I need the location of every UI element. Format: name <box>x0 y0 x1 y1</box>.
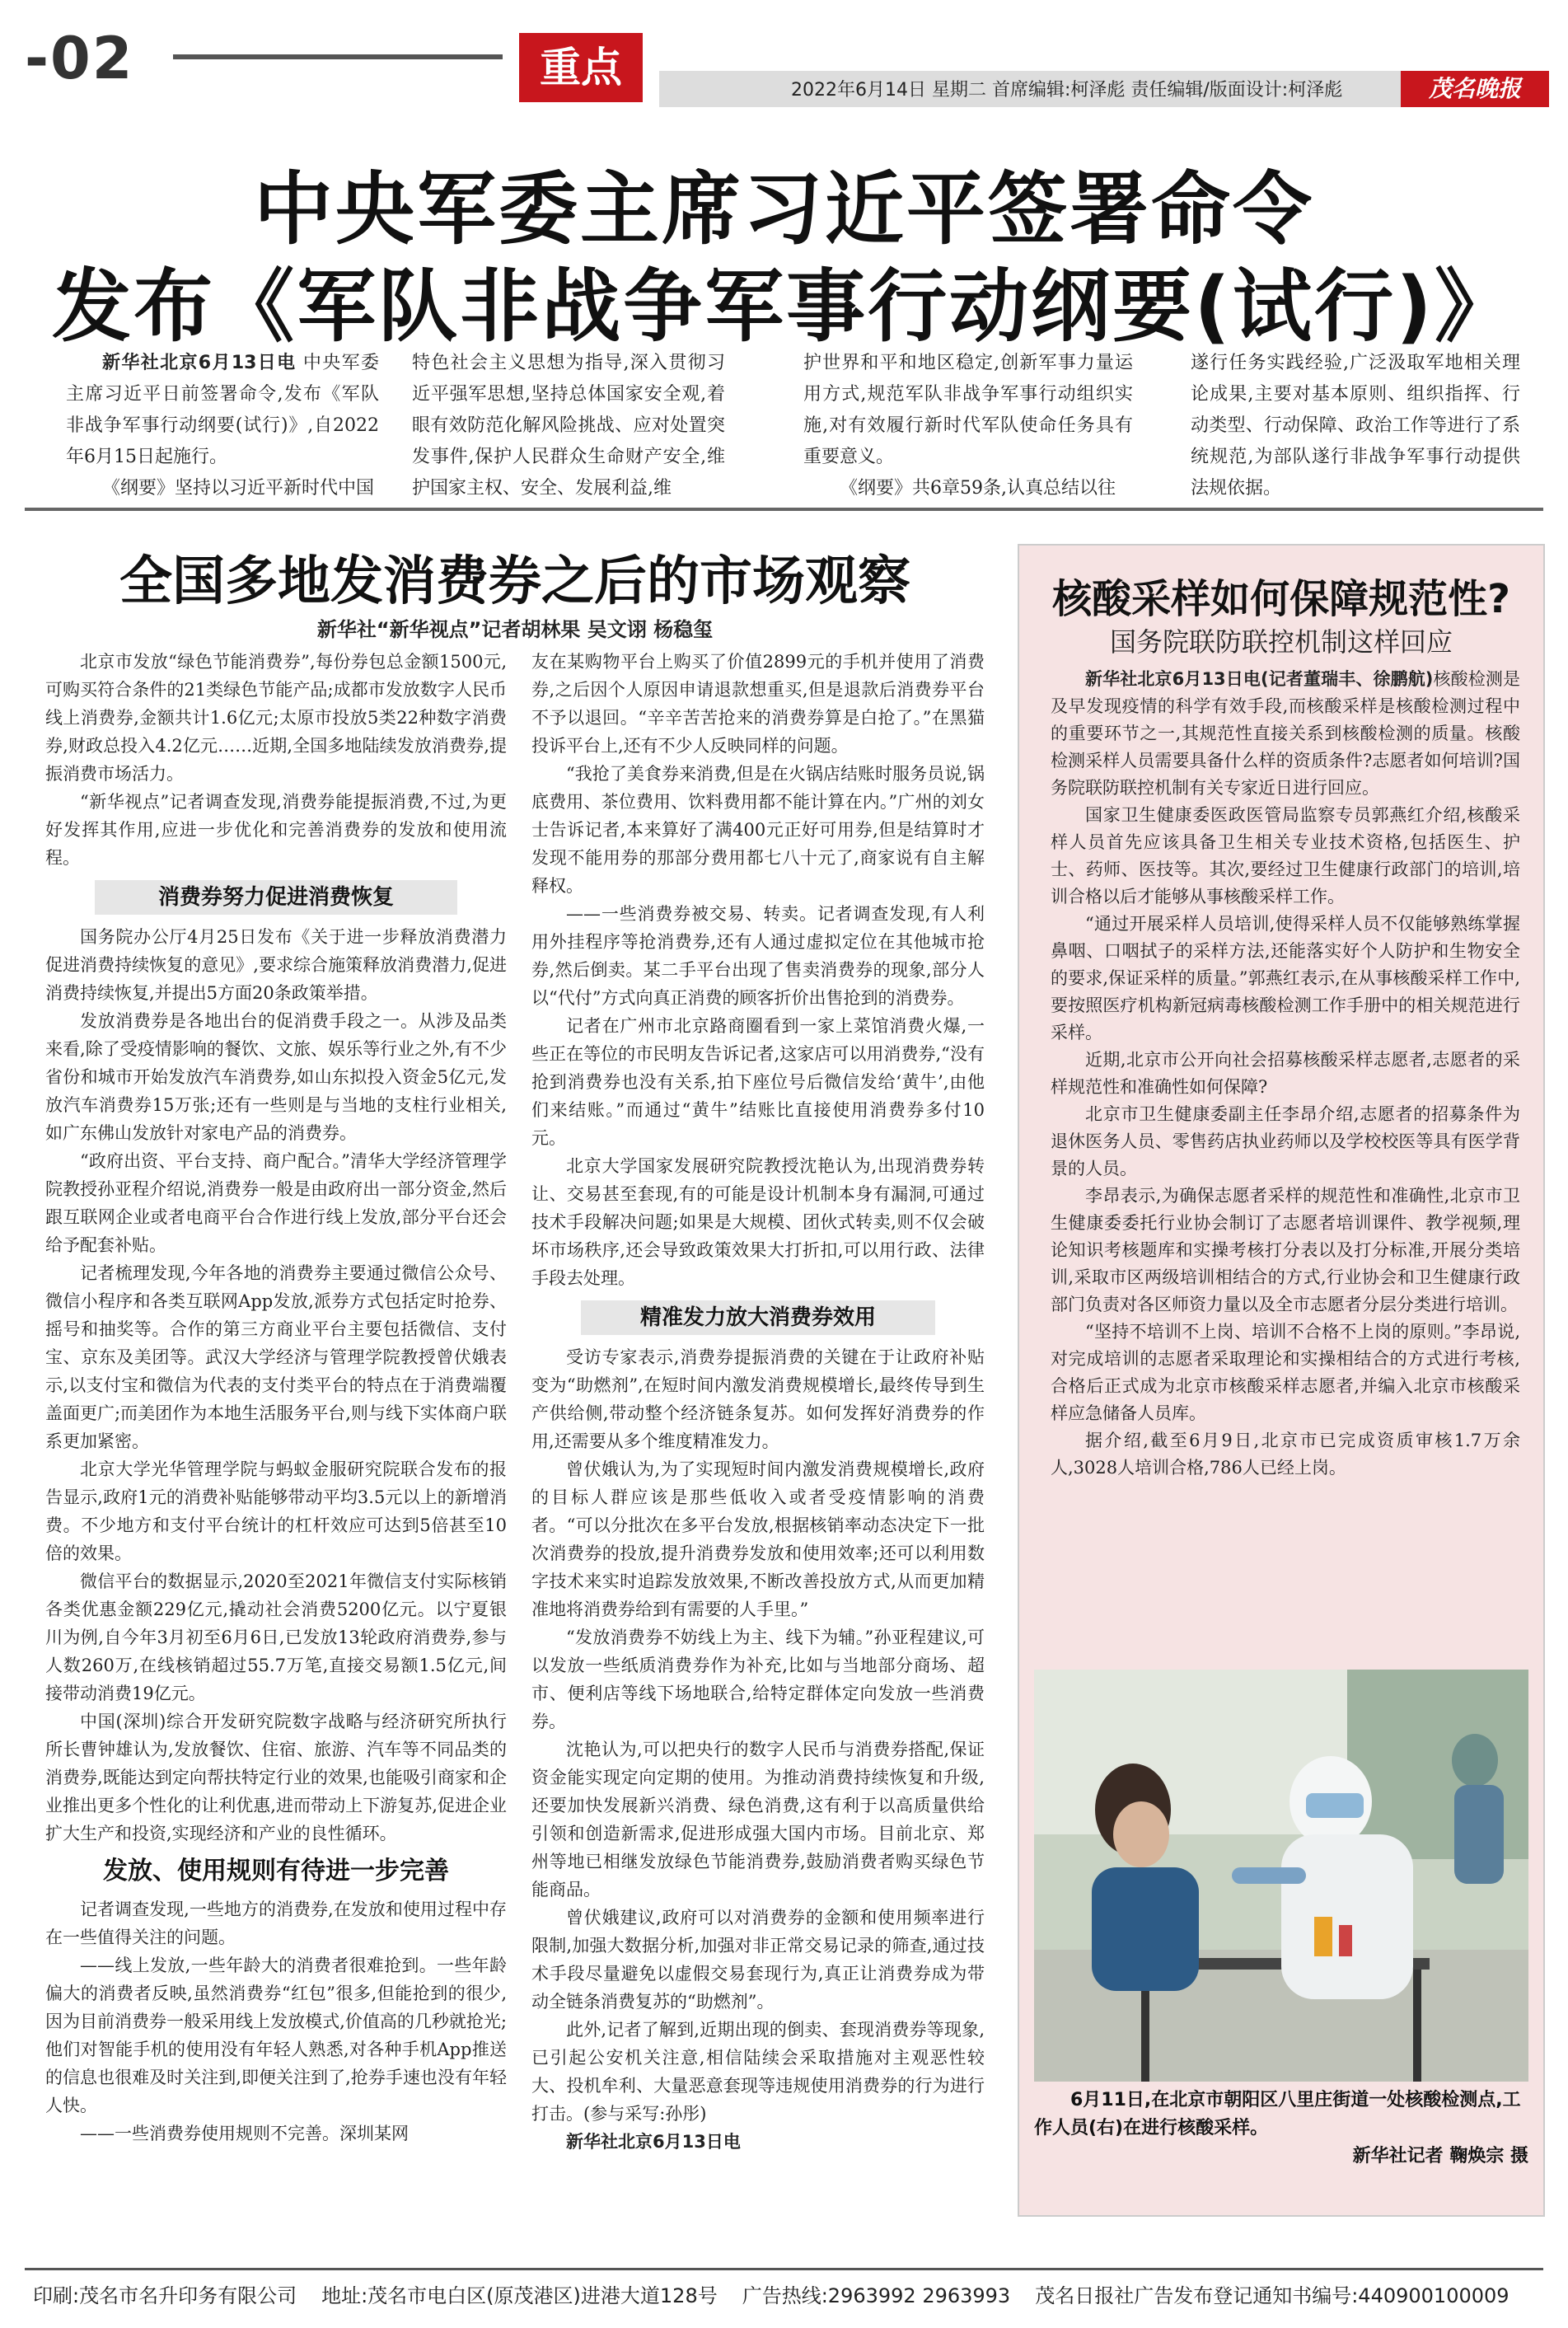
sidebar-para-0: 核酸检测是及早发现疫情的科学有效手段,而核酸采样是核酸检测过程中的重要环节之一,其规范性直接关系到核酸检测的质量。核酸检测采样人员需要具备什么样的资质条件?志愿者如何培训?国务院联防联控机制有关专家近日进行回应。 <box>1051 669 1520 798</box>
main-article-col2 <box>507 648 985 2156</box>
top-article-col3a: 护世界和平和地区稳定,创新军事力量运用方式,规范军队非战争军事行动组织实施,对有效履行新时代军队使命任务具有重要意义。 <box>803 353 1133 467</box>
paragraph: 沈艳认为,可以把央行的数字人民币与消费券搭配,保证资金能实现定向定期的使用。为推动消费持续恢复和升级,还要加快发展新兴消费、绿色消费,这有利于以高质量供给引领和创造新需求,促进形成强大国内市场。目前北京、郑州等地已相继发放绿色节能消费券,鼓励消费者购买绿色节能商品。 <box>531 1740 985 1899</box>
paragraph: 国务院办公厅4月25日发布《关于进一步释放消费潜力促进消费持续恢复的意见》,要求综合施策释放消费潜力,促进消费持续恢复,并提出5方面20条政策举措。 <box>45 927 507 1003</box>
footer-license: 茂名日报社广告发布登记通知书编号:440900100009 <box>1035 2284 1509 2307</box>
header-info: 2022年6月14日 星期二 首席编辑:柯泽彪 责任编辑/版面设计:柯泽彪 <box>791 80 1343 101</box>
paragraph: 此外,记者了解到,近期出现的倒卖、套现消费券等现象,已引起公安机关注意,相信陆续会采取措施对主观恶性较大、投机牟利、大量恶意套现等违规使用消费券的行为进行打击。(参与采写:孙彤) <box>531 2020 985 2124</box>
sidebar-paras <box>1051 802 1520 1482</box>
main-col1c-paras <box>45 1895 507 2148</box>
main-subhead-3: 精准发力放大消费券效用 <box>581 1300 935 1335</box>
top-article-col3 <box>803 348 1133 504</box>
footer-printer: 印刷:茂名市名升印务有限公司 <box>33 2284 297 2307</box>
paragraph: 曾伏娥认为,为了实现短时间内激发消费规模增长,政府的目标人群应该是那些低收入或者受疫情影响的消费者。“可以分批次在多平台发放,根据核销率动态决定下一批次消费券的投放,提升消费券发放和使用效率;还可以利用数字技术来实时追踪发放效果,不断改善投放方式,从而更加精准地将消费券给到有需要的人手里。” <box>531 1459 985 1619</box>
masthead-logo: 茂名晚报 <box>1401 71 1549 107</box>
photo-illustration <box>1034 1670 1528 2082</box>
paragraph: 受访专家表示,消费券提振消费的关键在于让政府补贴变为“助燃剂”,在短时间内激发消费规模增长,最终传导到生产供给侧,带动整个经济链条复苏。如何发挥好消费券的作用,还需要从多个维度精准发力。 <box>531 1347 985 1451</box>
top-headline-line1: 中央军委主席习近平签署命令 <box>254 163 1314 255</box>
top-article-col2-text: 特色社会主义思想为指导,深入贯彻习近平强军思想,坚持总体国家安全观,着眼有效防范化解风险挑战、应对处置突发事件,保护人民群众生命财产安全,维护国家主权、安全、发展利益,维 <box>412 353 725 499</box>
top-article-col1b: 《纲要》坚持以习近平新时代中国 <box>102 478 375 499</box>
footer-address: 地址:茂名市电白区(原茂港区)进港大道128号 <box>321 2284 718 2307</box>
paragraph: 记者在广州市北京路商圈看到一家上菜馆消费火爆,一些正在等位的市民明友告诉记者,这家店可以用消费券,“没有抢到消费券也没有关系,拍下座位号后微信发给‘黄牛’,由他们来结账。”而通过“黄牛”结账比直接使用消费券多付10元。 <box>531 1016 985 1148</box>
header-rule <box>173 54 503 59</box>
paragraph: 国家卫生健康委医政医管局监察专员郭燕红介绍,核酸采样人员首先应该具备卫生相关专业技术资格,包括医生、护士、药师、医技等。其次,要经过卫生健康行政部门的培训,培训合格以后才能够从事核酸采样工作。 <box>1051 805 1520 906</box>
paragraph: 友在某购物平台上购买了价值2899元的手机并使用了消费券,之后因个人原因申请退款想重买,但是退款后消费券平台不予以退回。“辛辛苦苦抢来的消费券算是白抢了。”在黑猫投诉平台上,还有不少人反映同样的问题。 <box>531 652 985 756</box>
top-article-col4 <box>1191 348 1520 504</box>
top-headline-line2: 发布《军队非战争军事行动纲要(试行)》 <box>52 260 1516 353</box>
paragraph: 北京市发放“绿色节能消费券”,每份券包总金额1500元,可购买符合条件的21类绿色节能产品;成都市发放数字人民币线上消费券,金额共计1.6亿元;太原市投放5类22种数字消费券,财政总投入4.2亿元……近期,全国多地陆续发放消费券,提振消费市场活力。 <box>45 652 507 784</box>
paragraph: 北京大学光华管理学院与蚂蚁金服研究院联合发布的报告显示,政府1元的消费补贴能够带动平均3.5元以上的新增消费。不少地方和支付平台统计的杠杆效应可达到5倍甚至10倍的效果。 <box>45 1459 507 1563</box>
paragraph: 李昂表示,为确保志愿者采样的规范性和准确性,北京市卫生健康委委托行业协会制订了志愿者培训课件、教学视频,理论知识考核题库和实操考核打分表以及打分标准,开展分类培训,采取市区两级培训相结合的方式,行业协会和卫生健康行政部门负责对各区师资力量以及全市志愿者分层分类进行培训。 <box>1051 1186 1520 1314</box>
main-article-byline: 新华社“新华视点”记者胡林果 吴文诩 杨稳玺 <box>316 618 714 641</box>
top-article-col3b: 《纲要》共6章59条,认真总结以往 <box>840 478 1116 499</box>
paragraph: 中国(深圳)综合开发研究院数字战略与经济研究所执行所长曹钟雄认为,发放餐饮、住宿、旅游、汽车等不同品类的消费券,既能达到定向帮扶特定行业的效果,也能吸引商家和企业推出更多个性化的让利优惠,进而带动上下游复苏,促进企业扩大生产和投资,实现经济和产业的良性循环。 <box>45 1712 507 1843</box>
main-subhead-1: 消费券努力促进消费恢复 <box>95 880 457 915</box>
page-number: -02 <box>25 25 134 92</box>
main-subhead-2: 发放、使用规则有待进一步完善 <box>103 1857 449 1885</box>
main-col2b-paras <box>531 1343 985 2128</box>
paragraph: ——一些消费券被交易、转卖。记者调查发现,有人利用外挂程序等抢消费券,还有人通过虚拟定位在其他城市抢券,然后倒卖。某二手平台出现了售卖消费券的现象,部分人以“代付”方式向真正消费的顾客折价出售抢到的消费券。 <box>531 904 985 1008</box>
photo-caption-text: 6月11日,在北京市朝阳区八里庄街道一处核酸检测点,工作人员(右)在进行核酸采样。 <box>1034 2090 1521 2138</box>
sidebar-title: 核酸采样如何保障规范性? <box>1052 576 1510 622</box>
top-article-col4-text: 遂行任务实践经验,广泛汲取军地相关理论成果,主要对基本原则、组织指挥、行动类型、行动保障、政治工作等进行了系统规范,为部队遂行非战争军事行动提供法规依据。 <box>1191 353 1520 499</box>
paragraph: 记者梳理发现,今年各地的消费券主要通过微信公众号、微信小程序和各类互联网App发放,派券方式包括定时抢券、摇号和抽奖等。合作的第三方商业平台主要包括微信、支付宝、京东及美团等。武汉大学经济与管理学院教授曾伏娥表示,以支付宝和微信为代表的支付类平台的特点在于消费端覆盖面更广;而美团作为本地生活服务平台,则与线下实体商户联系更加紧密。 <box>45 1263 507 1451</box>
paragraph: 曾伏娥建议,政府可以对消费券的金额和使用频率进行限制,加强大数据分析,加强对非正常交易记录的筛查,通过技术手段尽量避免以虚假交易套现行为,真正让消费券成为带动全链条消费复苏的“助燃剂”。 <box>531 1908 985 2012</box>
paragraph: “新华视点”记者调查发现,消费券能提振消费,不过,为更好发挥其作用,应进一步优化和完善消费券的发放和使用流程。 <box>45 792 507 868</box>
sidebar-lead: 新华社北京6月13日电(记者董瑞丰、徐鹏航) <box>1085 669 1434 689</box>
main-article-col1 <box>45 648 507 2148</box>
paragraph: 记者调查发现,一些地方的消费券,在发放和使用过程中存在一些值得关注的问题。 <box>45 1899 507 1947</box>
main-dateline: 新华社北京6月13日电 <box>566 2132 741 2152</box>
paragraph: 据介绍,截至6月9日,北京市已完成资质审核1.7万余人,3028人培训合格,786人已经上岗。 <box>1051 1431 1520 1478</box>
paragraph: 近期,北京市公开向社会招募核酸采样志愿者,志愿者的采样规范性和准确性如何保障? <box>1051 1050 1520 1097</box>
paragraph: “发放消费券不妨线上为主、线下为辅。”孙亚程建议,可以发放一些纸质消费券作为补充,比如与当地部分商场、超市、便利店等线下场地联合,给特定群体定向发放一些消费券。 <box>531 1628 985 1731</box>
main-col1-paras <box>45 648 507 872</box>
paragraph: “坚持不培训不上岗、培训不合格不上岗的原则。”李昂说,对完成培训的志愿者采取理论和实操相结合的方式进行考核,合格后正式成为北京市核酸采样志愿者,并编入北京市核酸采样应急储备人员库。 <box>1051 1322 1520 1423</box>
footer-rule <box>25 2268 1543 2270</box>
news-photo <box>1034 1670 1528 2082</box>
photo-caption <box>1034 2087 1528 2171</box>
paragraph: “通过开展采样人员培训,使得采样人员不仅能够熟练掌握鼻咽、口咽拭子的采样方法,还能落实好个人防护和生物安全的要求,保证采样的质量。”郭燕红表示,在从事核酸采样工作中,要按照医疗机构新冠病毒核酸检测工作手册中的相关规范进行采样。 <box>1051 914 1520 1042</box>
top-article-col1 <box>66 348 379 504</box>
section-divider <box>25 508 1543 511</box>
sidebar-body <box>1051 666 1520 1482</box>
paragraph: “我抢了美食券来消费,但是在火锅店结账时服务员说,锅底费用、茶位费用、饮料费用都不能计算在内。”广州的刘女士告诉记者,本来算好了满400元正好可用券,但是结算时才发现不能用券的那部分费用都七八十元了,商家说有自主解释权。 <box>531 764 985 896</box>
footer <box>33 2279 1541 2308</box>
top-article-lead: 新华社北京6月13日电 <box>102 353 297 373</box>
main-col2-paras <box>531 648 985 1292</box>
sidebar-subtitle: 国务院联防联控机制这样回应 <box>1109 626 1453 658</box>
main-article-title: 全国多地发消费券之后的市场观察 <box>119 551 910 612</box>
paragraph: 北京大学国家发展研究院教授沈艳认为,出现消费券转让、交易甚至套现,有的可能是设计机制本身有漏洞,可通过技术手段解决问题;如果是大规模、团伙式转卖,则不仅会破坏市场秩序,还会导致政策效果大打折扣,可以用行政、法律手段去处理。 <box>531 1156 985 1288</box>
footer-hotline: 广告热线:2963992 2963993 <box>742 2284 1011 2307</box>
main-col1b-paras <box>45 923 507 1848</box>
top-article-col1-text: 中央军委主席习近平日前签署命令,发布《军队非战争军事行动纲要(试行)》,自2022年6月15日起施行。 <box>66 353 379 467</box>
section-tag: 重点 <box>519 33 643 102</box>
paragraph: ——一些消费券使用规则不完善。深圳某网 <box>80 2124 409 2143</box>
paragraph: “政府出资、平台支持、商户配合。”清华大学经济管理学院教授孙亚程介绍说,消费券一般是由政府出一部分资金,然后跟互联网企业或者电商平台合作进行线上发放,部分平台还会给予配套补贴。 <box>45 1151 507 1255</box>
photo-credit: 新华社记者 鞠焕宗 摄 <box>1352 2146 1528 2166</box>
paragraph: 微信平台的数据显示,2020至2021年微信支付实际核销各类优惠金额229亿元,撬动社会消费5200亿元。以宁夏银川为例,自今年3月初至6月6日,已发放13轮政府消费券,参与人数260万,在线核销超过55.7万笔,直接交易额1.5亿元,间接带动消费19亿元。 <box>45 1572 507 1703</box>
paragraph: ——线上发放,一些年龄大的消费者很难抢到。一些年龄偏大的消费者反映,虽然消费券“红包”很多,但能抢到的很少,因为目前消费券一般采用线上发放模式,价值高的几秒就抢光;他们对智能手机的使用没有年轻人熟悉,对各种手机App推送的信息也很难及时关注到,即便关注到了,抢券手速也没有年轻人快。 <box>45 1956 507 2115</box>
paragraph: 发放消费券是各地出台的促消费手段之一。从涉及品类来看,除了受疫情影响的餐饮、文旅、娱乐等行业之外,有不少省份和城市开始发放汽车消费券,如山东拟投入资金5亿元,发放汽车消费券15万张;还有一些则是与当地的支柱行业相关,如广东佛山发放针对家电产品的消费券。 <box>45 1011 507 1143</box>
paragraph: 北京市卫生健康委副主任李昂介绍,志愿者的招募条件为退休医务人员、零售药店执业药师以及学校校医等具有医学背景的人员。 <box>1051 1104 1520 1178</box>
top-article-col2 <box>412 348 725 504</box>
